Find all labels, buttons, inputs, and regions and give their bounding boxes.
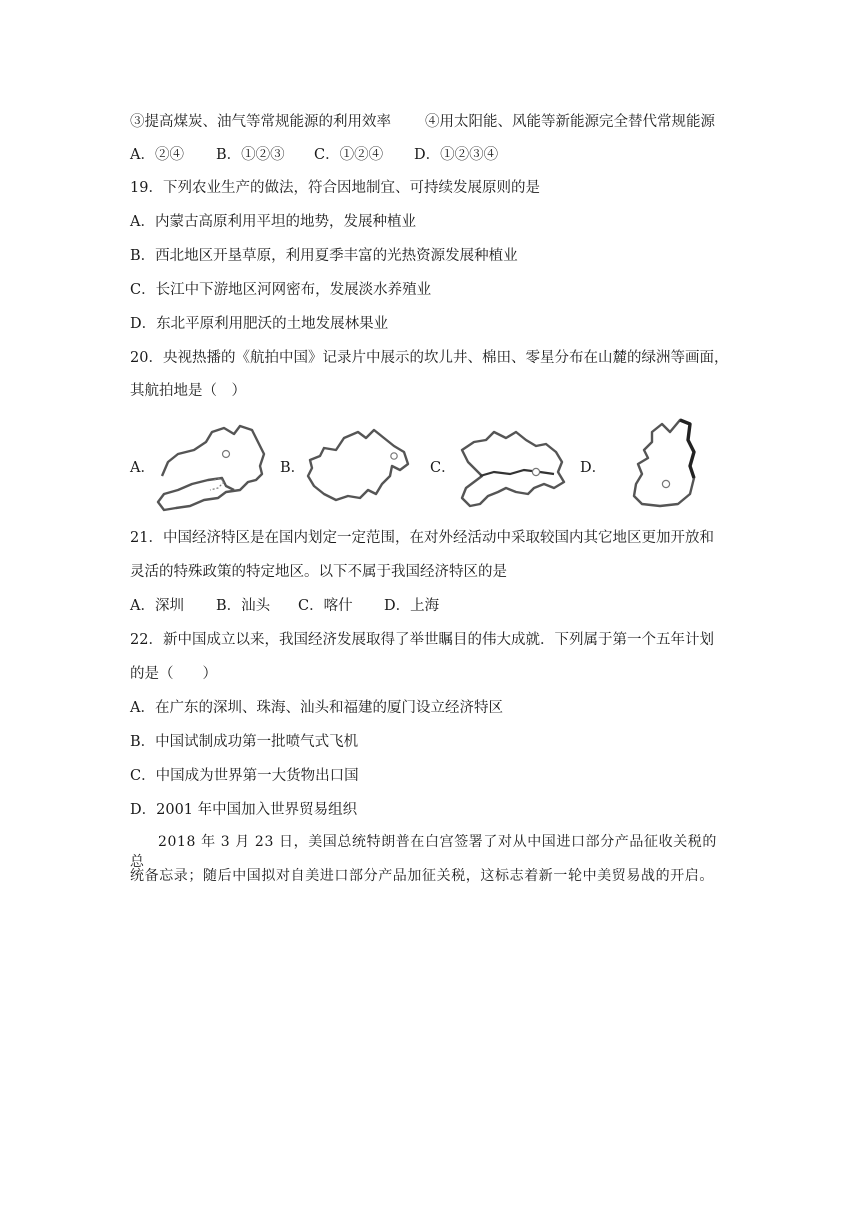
q21-answer-a[interactable]: A．深圳 bbox=[130, 598, 184, 614]
q20-stem-line1: 20．央视热播的《航拍中国》记录片中展示的坎儿井、棉田、零星分布在山麓的绿洲等画面， bbox=[130, 350, 729, 366]
q18-answer-c[interactable]: C．①②④ bbox=[314, 147, 384, 163]
q21-answers bbox=[130, 596, 439, 616]
q20-label-c: C． bbox=[430, 460, 456, 476]
q19-option-d[interactable]: D．东北平原利用肥沃的土地发展林果业 bbox=[130, 316, 389, 332]
province-outline-d-icon bbox=[608, 412, 708, 512]
q22-stem-line1: 22．新中国成立以来，我国经济发展取得了举世瞩目的伟大成就．下列属于第一个五年计划 bbox=[130, 632, 714, 648]
q22-option-d[interactable]: D．2001 年中国加入世界贸易组织 bbox=[130, 802, 358, 818]
q18-answer-b[interactable]: B．①②③ bbox=[216, 147, 285, 163]
q19-option-b[interactable]: B．西北地区开垦草原，利用夏季丰富的光热资源发展种植业 bbox=[130, 248, 518, 264]
q20-map-option-a[interactable] bbox=[130, 418, 270, 518]
q18-answers bbox=[130, 145, 498, 165]
q19-option-a[interactable]: A．内蒙古高原利用平坦的地势，发展种植业 bbox=[130, 214, 416, 230]
q18-answer-d[interactable]: D．①②③④ bbox=[414, 147, 499, 163]
q21-stem-line2: 灵活的特殊政策的特定地区。以下不属于我国经济特区的是 bbox=[130, 564, 507, 580]
q21-stem-line1: 21．中国经济特区是在国内划定一定范围，在对外经活动中采取较国内其它地区更加开放和 bbox=[130, 530, 714, 546]
q22-option-b[interactable]: B．中国试制成功第一批喷气式飞机 bbox=[130, 734, 359, 750]
q18-option-line bbox=[130, 112, 715, 132]
q18-statement-4: ④用太阳能、风能等新能源完全替代常规能源 bbox=[425, 114, 715, 130]
q19-stem: 19．下列农业生产的做法，符合因地制宜、可持续发展原则的是 bbox=[130, 180, 540, 196]
passage-line1: 2018 年 3 月 23 日，美国总统特朗普在白宫签署了对从中国进口部分产品征收关税的总 bbox=[130, 834, 717, 870]
q18-statement-3: ③提高煤炭、油气等常规能源的利用效率 bbox=[130, 114, 391, 130]
q22-stem-line2: 的是（ ） bbox=[130, 666, 217, 682]
q21-answer-d[interactable]: D．上海 bbox=[384, 598, 440, 614]
q22-option-c[interactable]: C．中国成为世界第一大货物出口国 bbox=[130, 768, 359, 784]
q20-map-option-b[interactable] bbox=[280, 418, 420, 518]
q20-label-d: D． bbox=[580, 460, 607, 476]
q20-stem-line2: 其航拍地是（ ） bbox=[130, 383, 246, 399]
q20-map-option-c[interactable] bbox=[430, 418, 580, 518]
q18-answer-a[interactable]: A．②④ bbox=[130, 147, 184, 163]
q20-map-option-d[interactable] bbox=[580, 418, 740, 518]
q20-label-a: A． bbox=[130, 460, 155, 476]
q21-answer-b[interactable]: B．汕头 bbox=[216, 598, 271, 614]
q20-map-options bbox=[130, 418, 740, 518]
q20-label-b: B． bbox=[280, 460, 306, 476]
province-outline-b-icon bbox=[302, 424, 414, 514]
province-outline-a-icon bbox=[154, 418, 266, 516]
q22-option-a[interactable]: A．在广东的深圳、珠海、汕头和福建的厦门设立经济特区 bbox=[130, 700, 503, 716]
province-outline-c-icon bbox=[454, 422, 572, 514]
passage-line2: 统备忘录；随后中国拟对自美进口部分产品加征关税，这标志着新一轮中美贸易战的开启。 bbox=[130, 868, 714, 884]
q19-option-c[interactable]: C．长江中下游地区河网密布，发展淡水养殖业 bbox=[130, 282, 432, 298]
q21-answer-c[interactable]: C．喀什 bbox=[298, 598, 353, 614]
